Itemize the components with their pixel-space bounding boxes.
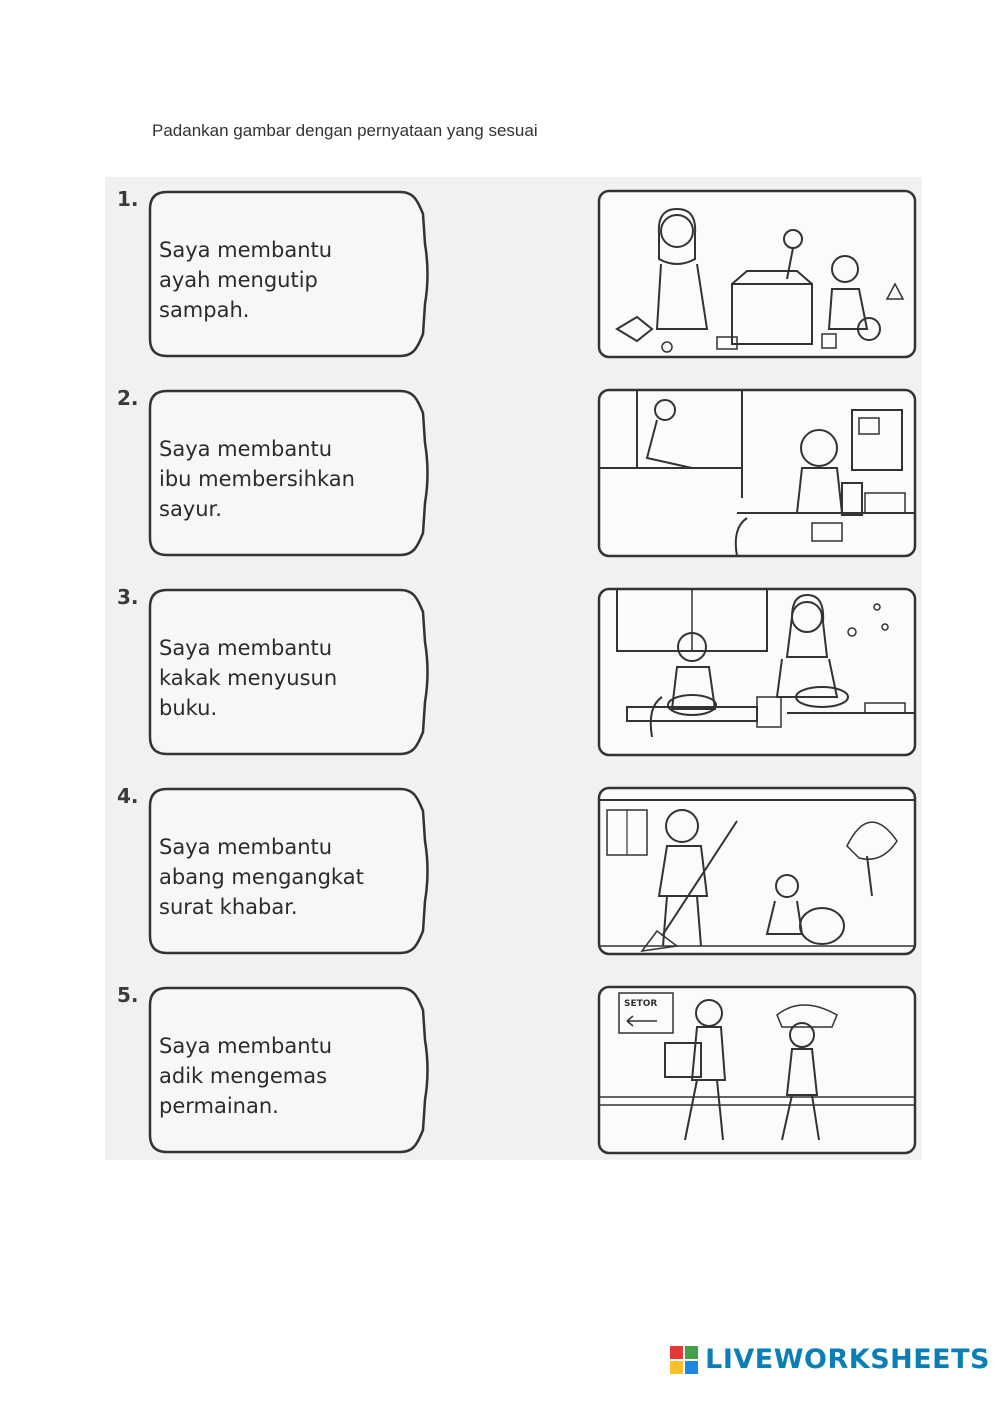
match-item — [105, 581, 922, 761]
statement-line: Saya membantu — [159, 835, 333, 859]
statement-line: Saya membantu — [159, 437, 333, 461]
statement-card[interactable] — [145, 388, 430, 558]
statement-line: abang mengangkat — [159, 865, 364, 889]
picture-panel[interactable] — [597, 189, 917, 359]
statement-line: buku. — [159, 696, 218, 720]
picture-panel[interactable] — [597, 985, 917, 1155]
match-item — [105, 183, 922, 363]
statement-card[interactable] — [145, 985, 430, 1155]
statement-line: ibu membersihkan — [159, 467, 355, 491]
store-sign-text: SETOR — [624, 999, 658, 1009]
statement-card[interactable] — [145, 786, 430, 956]
liveworksheets-logo-icon — [669, 1345, 699, 1375]
worksheet — [105, 177, 922, 1160]
item-number: 2. — [117, 386, 139, 410]
statement-line: Saya membantu — [159, 636, 333, 660]
picture-panel[interactable] — [597, 587, 917, 757]
statement-line: Saya membantu — [159, 1034, 333, 1058]
item-number: 5. — [117, 983, 139, 1007]
statement-line: sayur. — [159, 497, 222, 521]
statement-line: surat khabar. — [159, 895, 298, 919]
boys-carrying-newspapers-illustration — [597, 985, 917, 1155]
girl-and-boy-packing-toys-illustration — [597, 189, 917, 359]
item-number: 4. — [117, 784, 139, 808]
statement-line: kakak menyusun — [159, 666, 338, 690]
statement-line: sampah. — [159, 298, 250, 322]
picture-panel[interactable] — [597, 786, 917, 956]
statement-line: permainan. — [159, 1094, 279, 1118]
statement-line: ayah mengutip — [159, 268, 318, 292]
instruction-text: Padankan gambar dengan pernyataan yang sesuai — [152, 121, 538, 140]
girl-washing-vegetables-illustration — [597, 587, 917, 757]
item-number: 1. — [117, 187, 139, 211]
man-sweeping-leaves-illustration — [597, 786, 917, 956]
match-item — [105, 979, 922, 1159]
match-item — [105, 382, 922, 562]
girl-arranging-books-illustration — [597, 388, 917, 558]
statement-text — [159, 235, 389, 325]
statement-text — [159, 633, 389, 723]
statement-text — [159, 832, 389, 922]
statement-card[interactable] — [145, 587, 430, 757]
picture-panel[interactable] — [597, 388, 917, 558]
item-number: 3. — [117, 585, 139, 609]
match-item — [105, 780, 922, 960]
statement-text — [159, 1031, 389, 1121]
statement-line: Saya membantu — [159, 238, 333, 262]
statement-text — [159, 434, 389, 524]
liveworksheets-brand[interactable] — [669, 1344, 990, 1375]
brand-name: LIVEWORKSHEETS — [705, 1344, 990, 1375]
statement-card[interactable] — [145, 189, 430, 359]
statement-line: adik mengemas — [159, 1064, 328, 1088]
